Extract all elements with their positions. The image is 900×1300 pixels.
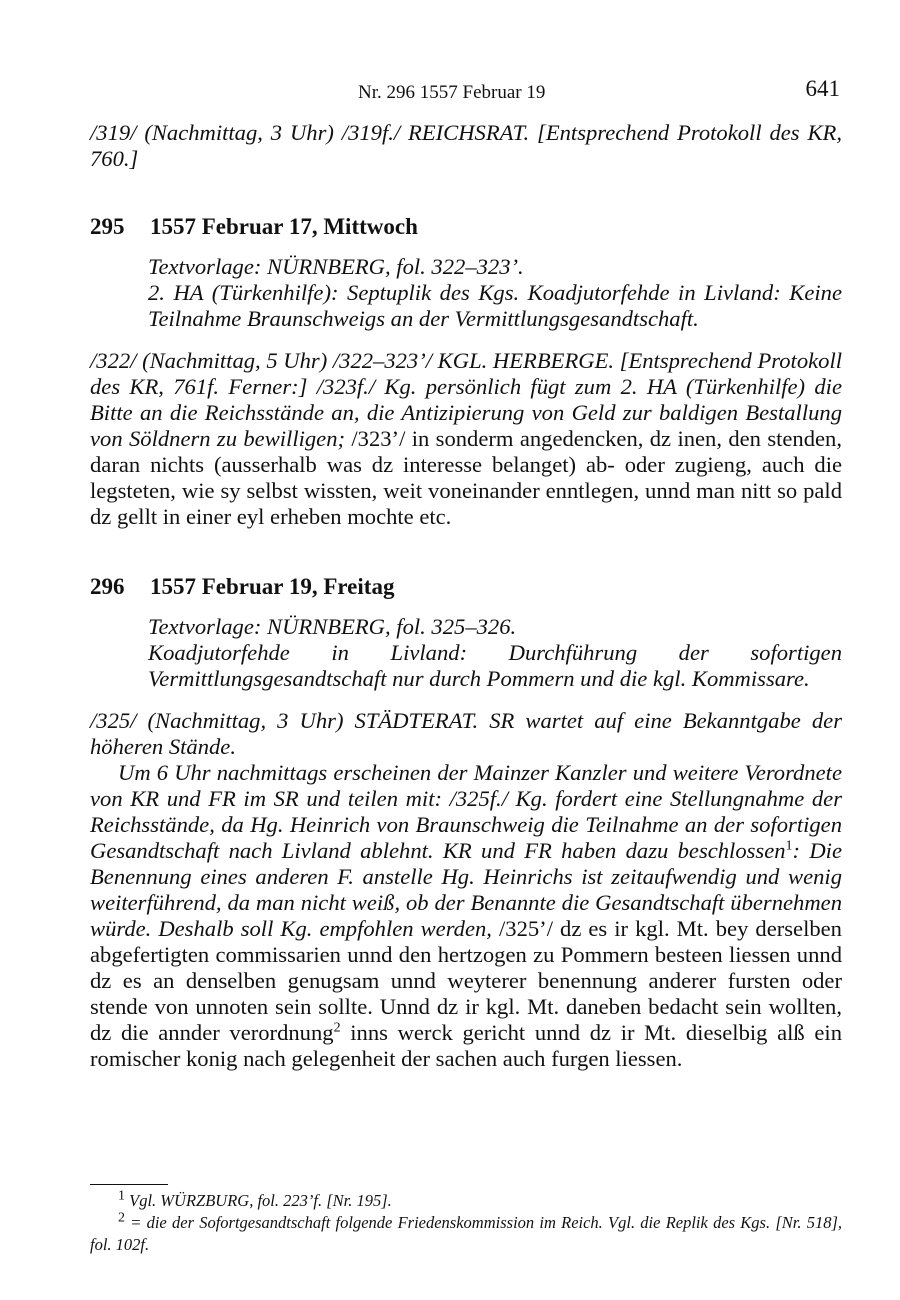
- entry-date: 1557 Februar 17, Mittwoch: [150, 214, 418, 239]
- footnote: [90, 1212, 842, 1256]
- footnote-reference[interactable]: 1: [785, 838, 793, 854]
- page-number: 641: [805, 76, 840, 101]
- entry-295: [90, 214, 842, 530]
- footnote-divider: [90, 1184, 168, 1185]
- footnote-mark: 2: [118, 1210, 125, 1226]
- footnote-text: = die der Sofortgesandtschaft folgende Friedenskommission im Reich. Vgl. die Replik des Kgs. [Nr. 518], fol. 102f.: [90, 1213, 842, 1254]
- entry-296: [90, 574, 842, 1072]
- source-line: Textvorlage: NÜRNBERG, fol. 322–323’.: [148, 254, 524, 279]
- entry-date: 1557 Februar 19, Freitag: [150, 574, 395, 599]
- entry-heading: [90, 214, 842, 244]
- body-italic: : Die Benennung eines anderen F. anstelle Hg. Heinrichs ist zeitaufwendig und wenig weiterführend, da man nicht weiß, ob der Benannte die Gesandtschaft übernehmen würde. Deshalb soll Kg. empfohlen werden,: [90, 838, 842, 941]
- document-page: [90, 74, 842, 1072]
- intro-paragraph: /319/ (Nachmittag, 3 Uhr) /319f./ REICHSRAT. [Entsprechend Protokoll des KR, 760.]: [90, 120, 842, 171]
- running-head: Nr. 296 1557 Februar 19: [358, 82, 546, 103]
- footnote-text: Vgl. WÜRZBURG, fol. 223’f. [Nr. 195].: [129, 1191, 392, 1210]
- source-line: Textvorlage: NÜRNBERG, fol. 325–326.: [148, 614, 517, 639]
- entry-number: 296: [90, 574, 125, 599]
- body-roman: /325’/ dz es ir kgl. Mt. bey derselben abgefertigten commissarien unnd den hertzogen zu Pommern besteen liessen unnd dz es an denselben genugsam unnd weyterer benennung anderer fursten oder stende von unnoten sein sollte. Unnd dz ir kgl. Mt. daneben bedacht sein wollten, dz die annder verordnung: [90, 916, 842, 1045]
- footnote-reference[interactable]: 2: [333, 1020, 341, 1036]
- footnote: [90, 1190, 842, 1212]
- body-italic: /322/ (Nachmittag, 5 Uhr) /322–323’/ KGL. HERBERGE. [Entsprechend Protokoll des KR, 761f. Ferner:] /323f./ Kg. persönlich fügt zum 2. HA (Türkenhilfe) die Bitte an die Reichsstände an, die Antizipierung von Geld zur baldigen Bestallung von Söldnern zu bewilligen;: [90, 348, 843, 451]
- entry-number: 295: [90, 214, 125, 239]
- footnotes: [90, 1190, 842, 1256]
- body-roman: /323’/ in sonderm angedencken, dz inen, den stenden, daran nichts (ausserhalb was dz interesse belanget) ab- oder zugieng, auch die legsteten, wie sy selbst wissten, weit voneinander enntlegen, unnd man nitt so pald dz gellt in einer eyl erheben mochte etc.: [90, 426, 842, 529]
- entry-summary: Koadjutorfehde in Livland: Durchführung der sofortigen Vermittlungsgesandtschaft nur durch Pommern und die kgl. Kommissare.: [148, 640, 842, 691]
- footnote-mark: 1: [118, 1188, 125, 1204]
- body-italic: Um 6 Uhr nachmittags erscheinen der Mainzer Kanzler und weitere Verordnete von KR und FR im SR und teilen mit: /325f./ Kg. fordert eine Stellungnahme der Reichsstände, da Hg. Heinrich von Braunschweig die Teilnahme an der sofortigen Gesandtschaft nach Livland ablehnt. KR und FR haben dazu beschlossen: [90, 760, 842, 863]
- entry-paragraph-2: [90, 760, 842, 1072]
- entry-body: [90, 348, 842, 530]
- body-roman: inns werck gericht unnd dz ir Mt. dieselbig alß ein romischer konig nach gelegenheit der sachen auch furgen liessen.: [90, 1020, 842, 1071]
- entry-paragraph-1: /325/ (Nachmittag, 3 Uhr) STÄDTERAT. SR wartet auf eine Bekanntgabe der höheren Stände.: [90, 708, 842, 759]
- entry-summary: 2. HA (Türkenhilfe): Septuplik des Kgs. Koadjutorfehde in Livland: Keine Teilnahme Braunschweigs an der Vermittlungsgesandtschaft.: [148, 280, 842, 331]
- entry-heading: [90, 574, 842, 604]
- page-header: [90, 74, 842, 110]
